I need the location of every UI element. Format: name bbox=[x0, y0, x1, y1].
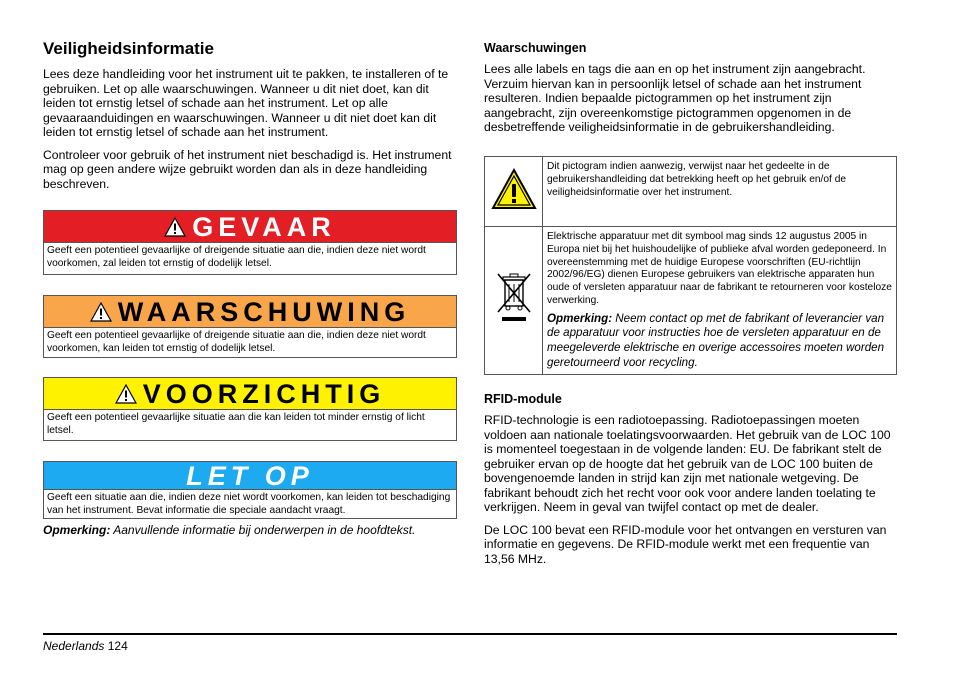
hazard-box-warning bbox=[43, 295, 457, 358]
note-label: Opmerking: bbox=[43, 523, 111, 537]
pictogram-description: Dit pictogram indien aanwezig, verwijst naar het gedeelte in de gebruikershandleiding dat betrekking heeft op het gebruik en/of de veiligheidsinformatie over het instrument. bbox=[543, 157, 897, 227]
rfid-title: RFID-module bbox=[484, 392, 562, 406]
hazard-box-notice bbox=[43, 461, 457, 519]
icon-cell bbox=[485, 227, 543, 375]
hazard-header-warning bbox=[44, 296, 456, 328]
hazard-desc-caution: Geeft een potentieel gevaarlijke situatie aan die kan leiden tot minder ernstig of licht letsel. bbox=[47, 412, 425, 436]
icon-cell bbox=[485, 157, 543, 227]
footer bbox=[43, 639, 128, 653]
section-title: Veiligheidsinformatie bbox=[43, 39, 214, 58]
warnings-title: Waarschuwingen bbox=[484, 41, 587, 55]
hazard-header-notice bbox=[44, 462, 456, 490]
weee-note bbox=[547, 312, 892, 370]
table-row bbox=[485, 157, 897, 227]
hazard-desc-notice: Geeft een situatie aan die, indien deze niet wordt voorkomen, kan leiden tot beschadiging van het instrument. Bevat informatie die speciale aandacht vraagt. bbox=[47, 492, 451, 516]
page-number: 124 bbox=[107, 639, 128, 653]
hazard-box-caution bbox=[43, 377, 457, 441]
warning-triangle-icon bbox=[491, 168, 537, 210]
pictogram-description bbox=[543, 227, 897, 375]
inspection-paragraph: Controleer voor gebruik of het instrument niet beschadigd is. Het instrument mag op geen andere wijze gebruikt worden dan als in deze handleiding beschreven. bbox=[43, 147, 452, 191]
hazard-header-caution bbox=[44, 378, 456, 410]
warnings-paragraph: Lees alle labels en tags die aan en op het instrument zijn aangebracht. Verzuim hiervan kan in persoonlijk letsel of schade aan het instrument resulteren. Indien bepaalde pictogrammen op het instrument zijn aangebracht, zijn overeenkomstige pictogrammen opgenomen in de desbetreffende veiligheidsinformatie in de gebruikershandleiding. bbox=[484, 62, 866, 134]
hazard-word-caution: VOORZICHTIG bbox=[142, 378, 386, 409]
note-label: Opmerking: bbox=[547, 311, 613, 325]
hazard-header-danger bbox=[44, 211, 456, 243]
hazard-desc-danger: Geeft een potentieel gevaarlijke of dreigende situatie aan die, indien deze niet wordt voorkomen, zal leiden tot ernstig of dodelijk letsel. bbox=[47, 245, 426, 269]
hazard-word-notice: LET OP bbox=[186, 460, 314, 491]
note-text: Neem contact op met de fabrikant of leverancier van de apparatuur voor instructies hoe de versleten apparatuur en de meegeleverde elektrische en overige accessoires moeten worden geretourneerd voor recycling. bbox=[547, 311, 885, 369]
hazard-box-danger bbox=[43, 210, 457, 275]
left-column bbox=[43, 38, 457, 199]
crossed-bin-icon bbox=[494, 270, 534, 326]
footer-divider bbox=[43, 633, 897, 635]
note-left bbox=[43, 523, 457, 537]
hazard-word-warning: WAARSCHUWING bbox=[117, 296, 411, 327]
warning-triangle-icon bbox=[90, 302, 112, 322]
footer-language: Nederlands bbox=[43, 639, 105, 653]
warning-triangle-icon bbox=[115, 384, 137, 404]
table-row bbox=[485, 227, 897, 375]
rfid-paragraph-1: RFID-technologie is een radiotoepassing. Radiotoepassingen moeten voldoen aan nationale toelatingsvoorwaarden. Het gebruik van de LOC 100 is momenteel toegestaan in de volgende landen: EU. De fabrikant stelt de gebruiker ervan op de hoogte dat het gebruik van de LOC 100 buiten de bovengenoemde landen in strijd kan zijn met nationale wetgeving. De fabrikant behoudt zich het recht voor ook voor andere landen toelating te verkrijgen. Neem in geval van twijfel contact op met de dealer. bbox=[484, 413, 891, 514]
note-text: Aanvullende informatie bij onderwerpen in de hoofdtekst. bbox=[110, 523, 416, 537]
hazard-word-danger: GEVAAR bbox=[192, 211, 336, 242]
rfid-paragraph-2: De LOC 100 bevat een RFID-module voor het ontvangen en versturen van informatie en gegevens. De RFID-module werkt met een frequentie van 13,56 MHz. bbox=[484, 522, 887, 566]
intro-paragraph: Lees deze handleiding voor het instrument uit te pakken, te installeren of te gebruiken. Let op alle waarschuwingen. Wanneer u dit niet doet, kan dit leiden tot ernstig letsel of schade aan het instrument. Let op alle gevaaraanduidingen en waarschuwingen. Wanneer u dit niet doet kan dit leiden tot ernstig letsel of schade aan het instrument. bbox=[43, 67, 449, 139]
warning-triangle-icon bbox=[164, 217, 186, 237]
weee-text: Elektrische apparatuur met dit symbool mag sinds 12 augustus 2005 in Europa niet bij het huishoudelijke of publieke afval worden gedeponeerd. In overeenstemming met de huidige Europese voorschriften (EU-richtlijn 2002/96/EG) dienen Europese gebruikers van elektrische apparaten hun oude of versleten apparatuur naar de fabrikant te retourneren voor kosteloze verwerking. bbox=[547, 231, 892, 306]
rfid-section bbox=[484, 391, 897, 574]
pictogram-table bbox=[484, 156, 897, 375]
right-column bbox=[484, 40, 897, 143]
hazard-desc-warning: Geeft een potentieel gevaarlijke of dreigende situatie aan die, indien deze niet wordt voorkomen, kan leiden tot ernstig of dodelijk letsel. bbox=[47, 330, 426, 354]
